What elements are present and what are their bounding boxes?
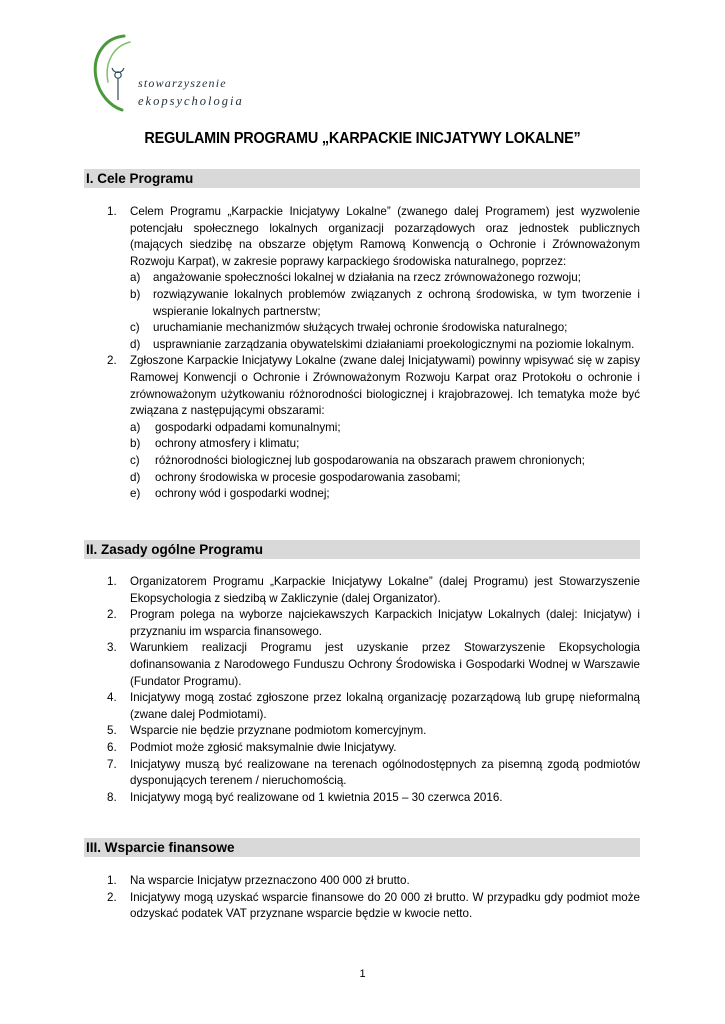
item-number: 1. (107, 205, 117, 218)
sub-item (130, 453, 640, 470)
item-text: Inicjatywy muszą być realizowane na terenach ogólnodostępnych za pisemną zgodą podmiotów dysponujących terenem / nieruchomością. (130, 757, 640, 788)
sub-item-text: rozwiązywanie lokalnych problemów związanych z ochroną środowiska, w tym tworzenie i wspieranie lokalnych partnerstw; (153, 287, 640, 318)
ekopsychologia-logo-icon (84, 28, 144, 118)
item-text: Wsparcie nie będzie przyznane podmiotom komercyjnym. (130, 724, 427, 738)
list-item (107, 890, 640, 923)
document-title: REGULAMIN PROGRAMU „KARPACKIE INICJATYWY LOKALNE” (144, 130, 581, 147)
sub-item-letter: e) (130, 487, 141, 501)
sub-item (130, 287, 640, 320)
sub-item-letter: d) (130, 337, 141, 351)
logo-text-line2: ekopsychologia (138, 94, 244, 108)
section-heading-financial-support: III. Wsparcie finansowe (84, 838, 640, 857)
section-goals-content (107, 204, 640, 503)
item-text: Organizatorem Programu „Karpackie Inicjatywy Lokalne” (dalej Programu) jest Stowarzyszenie Ekopsychologia z siedzibą w Zakliczynie (dalej Organizator). (130, 575, 640, 605)
sub-item-letter: b) (130, 437, 141, 451)
section-heading-general-rules: II. Zasady ogólne Programu (84, 540, 640, 559)
list-item (107, 723, 640, 740)
item-text: Celem Programu „Karpackie Inicjatywy Lokalne” (zwanego dalej Programem) jest wyzwolenie potencjału społecznego lokalnych organizacji pozarządowych oraz jednostek publicznych (mających siedzibę na obszarze objętym Ramową Konwencją o Ochronie i Zrównoważonym Rozwoju Karpat), w zakresie poprawy karpackiego środowiska naturalnego, poprzez: (130, 205, 640, 268)
list-item (107, 873, 640, 890)
sub-item-text: ochrony środowiska w procesie gospodarowania zasobami; (155, 470, 461, 484)
list-item (107, 740, 640, 757)
item-text: Na wsparcie Inicjatyw przeznaczono 400 000 zł brutto. (130, 874, 410, 887)
item-number: 1. (107, 575, 117, 588)
item-number: 6. (107, 740, 117, 754)
sub-item-text: ochrony wód i gospodarki wodnej; (155, 487, 330, 501)
sub-item-text: usprawnianie zarządzania obywatelskimi działaniami proekologicznymi na poziomie lokalnym. (153, 337, 635, 351)
item-number: 3. (107, 641, 117, 655)
sub-item (130, 337, 640, 354)
sub-item (130, 436, 640, 453)
sub-item-letter: c) (130, 453, 140, 467)
organization-logo (84, 28, 264, 118)
item-number: 5. (107, 724, 117, 738)
page-number: 1 (359, 968, 366, 980)
sub-item-text: angażowanie społeczności lokalnej w działania na rzecz zrównoważonego rozwoju; (153, 271, 581, 285)
list-item (107, 690, 640, 723)
section-financial-support-content (107, 873, 640, 923)
sub-item (130, 270, 640, 287)
sub-item-text: uruchamianie mechanizmów służących trwałej ochronie środowiska naturalnego; (153, 321, 568, 335)
sub-item (130, 470, 640, 487)
sub-item (130, 420, 640, 437)
list-item (107, 640, 640, 690)
list-item (107, 204, 640, 353)
list-item (107, 607, 640, 640)
item-text: Inicjatywy mogą być realizowane od 1 kwietnia 2015 – 30 czerwca 2016. (130, 790, 503, 804)
item-text: Warunkiem realizacji Programu jest uzyskanie przez Stowarzyszenie Ekopsychologia dofinansowania z Narodowego Funduszu Ochrony Środowiska i Gospodarki Wodnej w Warszawie (Fundator Programu). (130, 641, 640, 688)
item-text: Podmiot może zgłosić maksymalnie dwie Inicjatywy. (130, 740, 397, 754)
list-item (107, 353, 640, 502)
item-number: 8. (107, 790, 117, 804)
sub-item-text: różnorodności biologicznej lub gospodarowania na obszarach prawem chronionych; (155, 453, 585, 467)
sub-item-letter: c) (130, 321, 140, 335)
logo-text-line1: stowarzyszenie (138, 76, 227, 90)
item-number: 2. (107, 354, 117, 368)
sub-item-letter: b) (130, 287, 141, 301)
sub-item-text: gospodarki odpadami komunalnymi; (155, 420, 341, 434)
sub-item (130, 320, 640, 337)
item-number: 4. (107, 691, 117, 705)
item-number: 7. (107, 757, 117, 771)
sub-item-letter: d) (130, 470, 141, 484)
sub-item-text: ochrony atmosfery i klimatu; (155, 437, 300, 451)
section-heading-goals: I. Cele Programu (84, 169, 640, 188)
section-general-rules-content (107, 574, 640, 806)
list-item (107, 790, 640, 807)
item-text: Inicjatywy mogą uzyskać wsparcie finansowe do 20 000 zł brutto. W przypadku gdy podmiot może odzyskać podatek VAT przyznane wsparcie będzie w kwocie netto. (130, 890, 640, 921)
list-item (107, 574, 640, 607)
item-number: 2. (107, 890, 117, 904)
list-item (107, 757, 640, 790)
sub-item (130, 486, 640, 503)
sub-item-letter: a) (130, 271, 141, 285)
item-number: 2. (107, 608, 117, 622)
item-number: 1. (107, 874, 117, 887)
sub-item-letter: a) (130, 420, 141, 434)
item-text: Zgłoszone Karpackie Inicjatywy Lokalne (zwane dalej Inicjatywami) powinny wpisywać się w zapisy Ramowej Konwencji o Ochronie i Zrównoważonym Rozwoju Karpat oraz Protokołu o ochronie i zrównoważonym użytkowaniu różnorodności biologicznej i krajobrazowej. Ich tematyka może być związana z następującymi obszarami: (130, 354, 640, 418)
item-text: Program polega na wyborze najciekawszych Karpackich Inicjatyw Lokalnych (dalej: Inicjatyw) i przyznaniu im wsparcia finansowego. (130, 608, 640, 638)
item-text: Inicjatywy mogą zostać zgłoszone przez lokalną organizację pozarządową lub grupę nieformalną (zwane dalej Podmiotami). (130, 691, 640, 721)
